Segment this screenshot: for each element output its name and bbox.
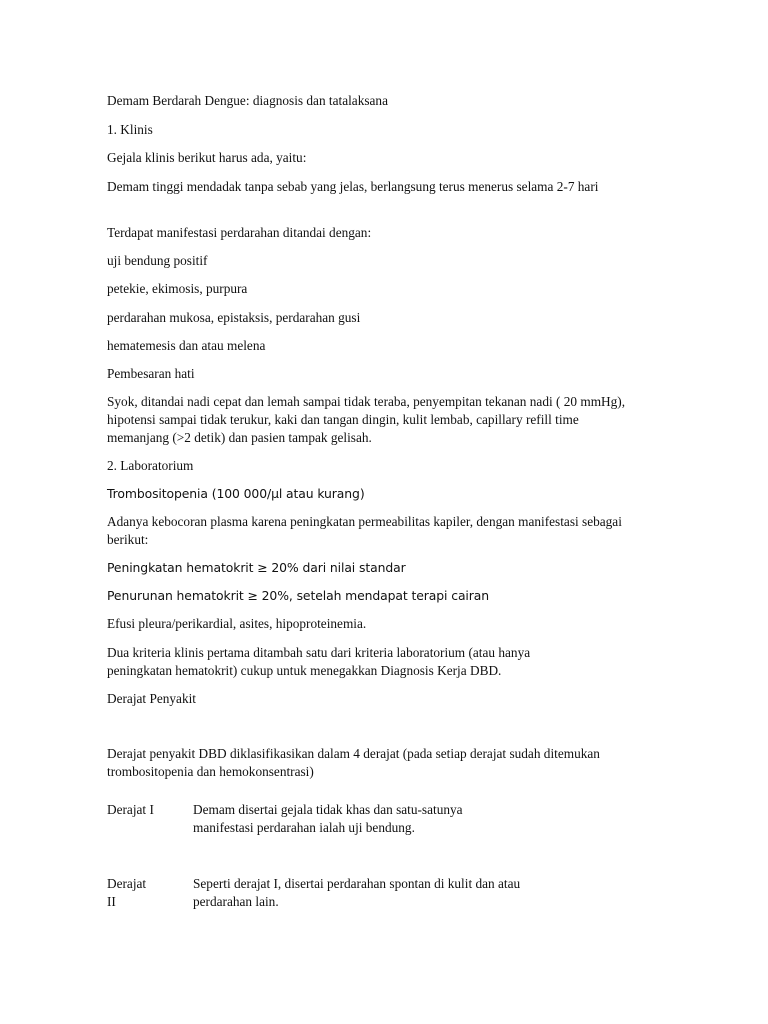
diagnosis-rule: Dua kriteria klinis pertama ditambah satu dari kriteria laboratorium (atau hanya peningkatan hematokrit) cukup untuk menegakkan Diagnosis Kerja DBD. xyxy=(107,645,531,678)
hepatomegaly-criterion: Pembesaran hati xyxy=(107,366,195,381)
plasma-leak-criterion: Adanya kebocoran plasma karena peningkatan permeabilitas kapiler, dengan manifestasi sebagai berikut: xyxy=(107,514,622,547)
grade-intro: Derajat penyakit DBD diklasifikasikan dalam 4 derajat (pada setiap derajat sudah ditemukan trombositopenia dan hemokonsentrasi) xyxy=(107,746,600,779)
bleeding-item: uji bendung positif xyxy=(107,253,208,268)
fever-criterion: Demam tinggi mendadak tanpa sebab yang jelas, berlangsung terus menerus selama 2-7 hari xyxy=(107,179,599,194)
grade-label: Derajat II xyxy=(107,876,147,909)
hematocrit-increase: Peningkatan hematokrit ≥ 20% dari nilai standar xyxy=(107,560,406,575)
section-heading-laboratory: 2. Laboratorium xyxy=(107,458,194,473)
grade-description: Seperti derajat I, disertai perdarahan spontan di kulit dan atau perdarahan lain. xyxy=(193,876,521,909)
grade-description: Demam disertai gejala tidak khas dan satu-satunya manifestasi perdarahan ialah uji bendung. xyxy=(193,802,463,835)
effusion-criterion: Efusi pleura/perikardial, asites, hipoproteinemia. xyxy=(107,616,367,631)
bleeding-item: perdarahan mukosa, epistaksis, perdarahan gusi xyxy=(107,310,361,325)
bleeding-intro: Terdapat manifestasi perdarahan ditandai dengan: xyxy=(107,225,372,240)
bleeding-item: petekie, ekimosis, purpura xyxy=(107,281,248,296)
hematocrit-decrease: Penurunan hematokrit ≥ 20%, setelah mendapat terapi cairan xyxy=(107,588,490,603)
section-heading-clinical: 1. Klinis xyxy=(107,122,153,137)
thrombocytopenia-criterion: Trombositopenia (100 000/μl atau kurang) xyxy=(107,486,365,501)
grade-heading: Derajat Penyakit xyxy=(107,691,196,706)
bleeding-item: hematemesis dan atau melena xyxy=(107,338,266,353)
document-title: Demam Berdarah Dengue: diagnosis dan tatalaksana xyxy=(107,93,388,108)
clinical-intro: Gejala klinis berikut harus ada, yaitu: xyxy=(107,150,307,165)
grade-label: Derajat I xyxy=(107,802,154,817)
shock-criterion: Syok, ditandai nadi cepat dan lemah sampai tidak teraba, penyempitan tekanan nadi ( 20 mmHg), hipotensi sampai tidak terukur, kaki dan tangan dingin, kulit lembab, capillary refill time memanjang (>2 detik) dan pasien tampak gelisah. xyxy=(107,394,626,445)
